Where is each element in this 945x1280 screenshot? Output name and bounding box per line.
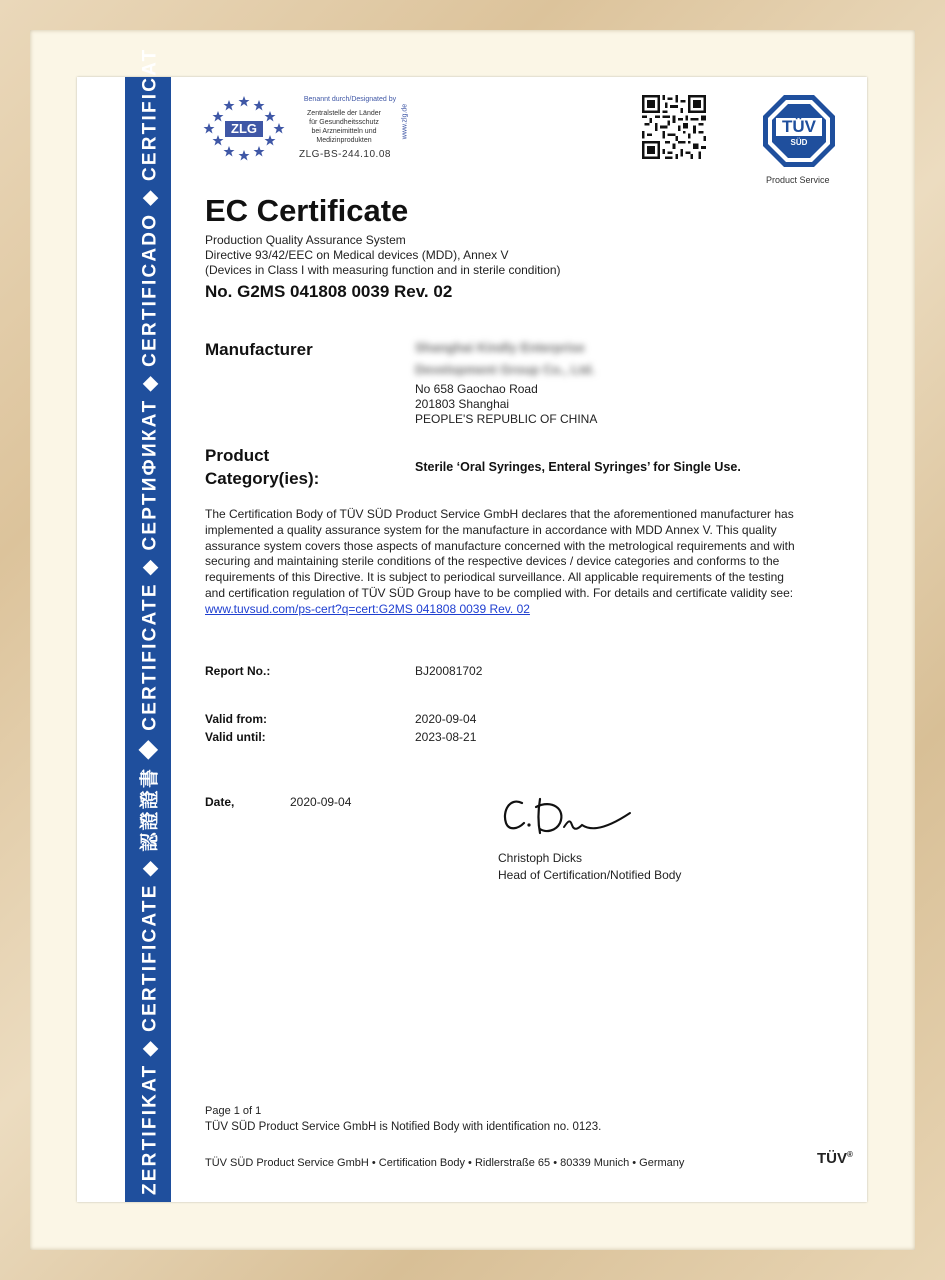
manufacturer-label: Manufacturer (205, 340, 313, 359)
zlg-authority-4: Medizinprodukten (316, 137, 372, 144)
signatory-title: Head of Certification/Notified Body (498, 868, 682, 882)
certificate-paper (77, 47, 867, 1202)
signatory-name: Christoph Dicks (498, 851, 583, 865)
report-number-value: BJ20081702 (415, 664, 483, 678)
tuv-logo-mark: TÜV (782, 117, 816, 136)
tuv-product-service-caption: Product Service (766, 175, 830, 185)
declaration-paragraph (205, 507, 805, 618)
certificate-number: No. G2MS 041808 0039 Rev. 02 (205, 282, 453, 301)
page-indicator: Page 1 of 1 (205, 1105, 262, 1117)
zlg-authority-1: Zentralstelle der Länder (307, 110, 381, 117)
quality-system-line: Production Quality Assurance System (205, 233, 406, 247)
product-label-line-1: Product (205, 446, 270, 465)
tuv-footer-mark (817, 1150, 853, 1167)
footer-address: TÜV SÜD Product Service GmbH • Certification Body • Ridlerstraße 65 • 80339 Munich • Germany (205, 1157, 685, 1169)
certificate-validity-link[interactable]: www.tuvsud.com/ps-cert?q=cert:G2MS 041808 0039 Rev. 02 (205, 601, 530, 616)
manufacturer-name-line-1: Shanghai Kindly Enterprise (415, 340, 585, 355)
registered-mark: ® (847, 1150, 853, 1159)
directive-line: Directive 93/42/EEC on Medical devices (MDD), Annex V (205, 248, 509, 262)
certificate-title: EC Certificate (205, 193, 409, 228)
zlg-logo-text: ZLG (231, 121, 257, 136)
manufacturer-street: No 658 Gaochao Road (415, 382, 538, 396)
valid-from-value: 2020-09-04 (415, 712, 477, 726)
tuv-logo-sub: SÜD (790, 138, 808, 147)
date-label: Date, (205, 795, 235, 809)
zlg-authority-2: für Gesundheitsschutz (309, 119, 379, 126)
qr-code-icon[interactable] (642, 95, 706, 159)
manufacturer-country: PEOPLE'S REPUBLIC OF CHINA (415, 412, 598, 426)
manufacturer-name-line-2: Development Group Co., Ltd. (415, 362, 595, 377)
declaration-text: The Certification Body of TÜV SÜD Product Service GmbH declares that the aforementioned manufacturer has implemented a quality assurance system for the manufacture in accordance with MDD Annex V. This quality assurance system covers those aspects of manufacture concerned with the metrological requirements and with securing and maintaining sterile conditions of the respective devices / device categories and conforms to the requirements of this Directive. It is subject to periodical surveillance. All applicable requirements of the testing and certification regulation of TÜV SÜD Group have to be complied with. For details and certificate validity see: (205, 507, 795, 600)
report-number-label: Report No.: (205, 664, 271, 678)
zlg-code: ZLG-BS-244.10.08 (299, 149, 391, 160)
signature-icon (500, 793, 635, 848)
zlg-website: www.zlg.de (401, 103, 409, 140)
valid-from-label: Valid from: (205, 712, 268, 726)
valid-until-label: Valid until: (205, 730, 266, 744)
tuv-sud-logo (762, 94, 836, 168)
device-class-line: (Devices in Class I with measuring function and in sterile condition) (205, 263, 561, 277)
zlg-designated-by: Benannt durch/Designated by (303, 96, 397, 103)
manufacturer-city: 201803 Shanghai (415, 397, 510, 411)
product-label-line-2: Category(ies): (205, 469, 320, 488)
product-category-value: Sterile ‘Oral Syringes, Enteral Syringes’ for Single Use. (415, 460, 741, 474)
zlg-designation (203, 93, 413, 165)
tuv-footer-text: TÜV (817, 1150, 847, 1167)
zlg-authority-3: bei Arzneimitteln und (311, 128, 377, 135)
valid-until-value: 2023-08-21 (415, 730, 477, 744)
side-band-text: ZERTIFIKAT ◆ CERTIFICATE ◆ 認證證書 ◆ CERTIFICATE ◆ СЕРТИФИКАТ ◆ CERTIFICADO ◆ CERTIFICAT (139, 47, 161, 1195)
date-value: 2020-09-04 (290, 795, 352, 809)
notified-body-statement: TÜV SÜD Product Service GmbH is Notified Body with identification no. 0123. (205, 1121, 602, 1133)
